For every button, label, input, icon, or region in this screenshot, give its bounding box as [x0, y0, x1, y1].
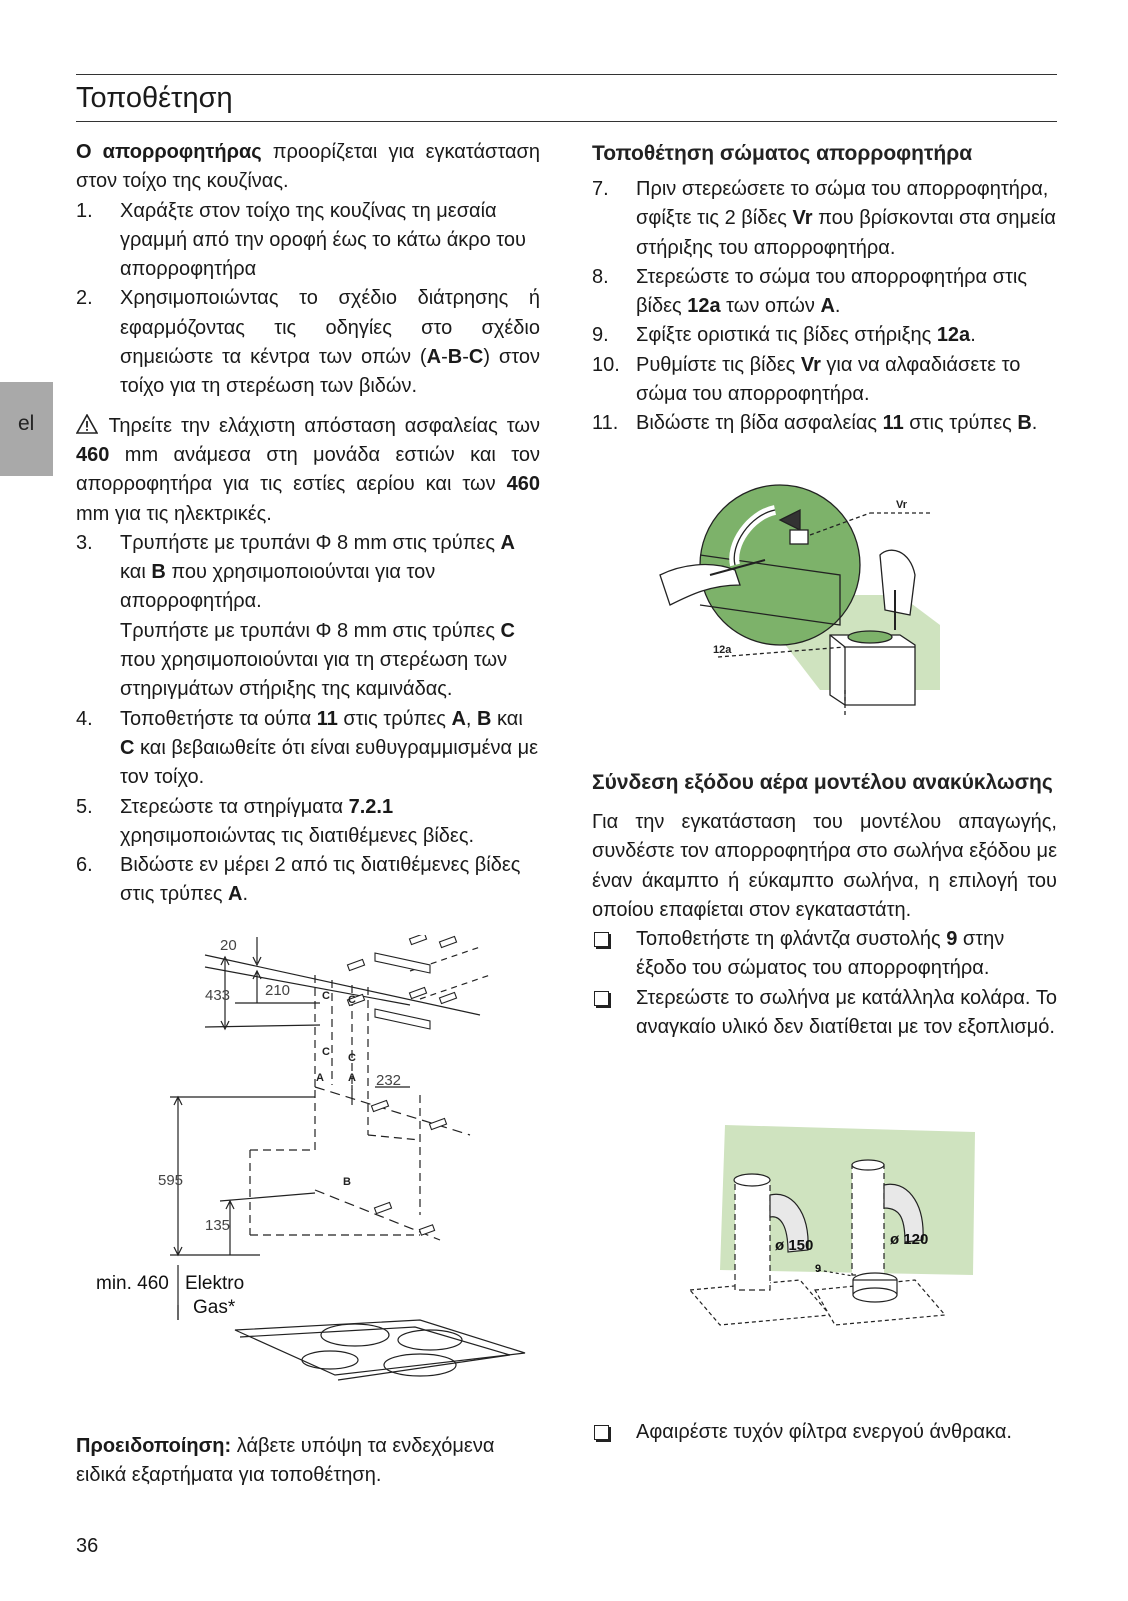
step-11 — [592, 409, 1057, 438]
hole-label-c: C — [348, 1052, 356, 1064]
recirculation-section — [592, 767, 1057, 1042]
intro-paragraph — [76, 138, 540, 197]
min-distance-label: min. 460 — [96, 1273, 169, 1294]
hole-label-c: C — [322, 1046, 330, 1058]
checklist-item-flange — [592, 925, 1057, 984]
step-number: 1. — [76, 199, 93, 222]
step-text: Ρυθμίστε τις βίδες Vr για να αλφαδιάσετε το σώμα του απορροφητήρα. — [636, 353, 1021, 406]
hole-label-c: C — [322, 990, 330, 1002]
title-rule — [76, 121, 1057, 122]
step-4 — [76, 705, 540, 793]
step-number: 4. — [76, 707, 93, 730]
step-1 — [76, 197, 540, 285]
step-number: 6. — [76, 854, 93, 877]
step-text: Τρυπήστε με τρυπάνι Φ 8 mm στις τρύπες A και B που χρησιμοποιούνται για τον απορροφητήρα. — [120, 531, 515, 613]
dim-135: 135 — [205, 1217, 231, 1234]
step-text: Πριν στερεώσετε το σώμα του απορροφητήρα, σφίξτε τις 2 βίδες Vr που βρίσκονται στα σημεία στήριξης του απορροφητήρα. — [636, 178, 1056, 259]
checkbox-icon — [592, 984, 636, 1043]
diameter-150-label: ø 150 — [775, 1237, 814, 1254]
elektro-label: Elektro — [185, 1273, 245, 1294]
step-text: Χαράξτε στον τοίχο της κουζίνας τη μεσαία γραμμή από την οροφή έως το κάτω άκρο του απορροφητήρα — [120, 199, 526, 281]
step-number: 9. — [592, 324, 609, 347]
step-text: Σφίξτε οριστικά τις βίδες στήριξης 12a. — [636, 324, 976, 347]
safety-warning: Τηρείτε την ελάχιστη απόσταση ασφαλείας των 460 mm ανάμεσα στη μονάδα εστιών και τον απορροφητήρα για τις εστίες αερίου και των 460 mm για τις ηλεκτρικές. — [76, 412, 540, 529]
section-heading-recirculation: Σύνδεση εξόδου αέρα μοντέλου ανακύκλωσης — [592, 771, 1053, 794]
flange-9-label: 9 — [815, 1263, 822, 1275]
dim-232: 232 — [376, 1072, 402, 1089]
step-text: Βιδώστε εν μέρει 2 από τις διατιθέμενες βίδες στις τρύπες A. — [120, 854, 521, 906]
checklist-item-filters — [592, 1418, 1057, 1449]
step-text: Στερεώστε τα στηρίγματα 7.2.1 χρησιμοποιώντας τις διατιθέμενες βίδες. — [120, 795, 475, 847]
checklist-text: Αφαιρέστε τυχόν φίλτρα ενεργού άνθρακα. — [636, 1421, 1012, 1443]
step-number: 10. — [592, 353, 620, 376]
screw-group — [347, 935, 456, 1235]
language-tab-label: el — [18, 412, 35, 435]
top-rule — [76, 74, 1057, 75]
gas-label: Gas* — [193, 1297, 236, 1318]
step-3 — [76, 529, 540, 617]
diameter-120-label: ø 120 — [890, 1231, 929, 1248]
step-9 — [592, 321, 1057, 350]
section-heading-mounting: Τοποθέτηση σώματος απορροφητήρα — [592, 142, 973, 165]
dim-595: 595 — [158, 1172, 184, 1189]
zoom-circle — [700, 485, 860, 645]
step-text: Βιδώστε τη βίδα ασφαλείας 11 στις τρύπες B. — [636, 412, 1038, 435]
page-number: 36 — [76, 1535, 99, 1557]
air-outlet-figure — [680, 1120, 990, 1335]
warning-triangle-icon — [76, 412, 100, 441]
recirculation-paragraph: Για την εγκατάσταση του μοντέλου απαγωγής, συνδέστε τον απορροφητήρα στο σωλήνα εξόδου με έναν άκαμπτο ή εύκαμπτο σωλήνα, η επιλογή του οποίου επαφίεται στον εγκαταστάτη. — [592, 811, 1057, 921]
intro-text: προορίζεται για εγκατάσταση στον τοίχο της κουζίνας. — [76, 141, 540, 193]
step-number: 7. — [592, 178, 609, 200]
language-tab — [0, 382, 53, 476]
drilling-template-figure — [90, 935, 530, 1400]
step-7 — [592, 175, 1057, 263]
dim-20: 20 — [220, 937, 237, 954]
12a-label: 12a — [713, 644, 732, 656]
hole-label-c: C — [348, 994, 356, 1006]
step-text: Στερεώστε το σώμα του απορροφητήρα στις βίδες 12a των οπών A. — [636, 265, 1027, 318]
step-number: 11. — [592, 412, 619, 435]
checkbox-icon — [592, 1418, 636, 1449]
hole-label-b: B — [343, 1176, 351, 1188]
checklist-item-pipe — [592, 984, 1057, 1043]
step-number: 8. — [592, 265, 609, 288]
step-number: 3. — [76, 531, 93, 554]
hole-label-a: A — [348, 1072, 356, 1084]
dim-210: 210 — [265, 982, 291, 999]
left-column — [76, 138, 540, 910]
dim-433: 433 — [205, 987, 231, 1004]
checklist-text: Στερεώστε το σωλήνα με κατάλληλα κολάρα. Το αναγκαίο υλικό δεν διατίθεται με τον εξοπλισμό. — [636, 986, 1057, 1039]
right-column — [592, 138, 1057, 439]
step-10 — [592, 351, 1057, 410]
hole-label-a: A — [316, 1072, 324, 1084]
step-3-continued: Τρυπήστε με τρυπάνι Φ 8 mm στις τρύπες C που χρησιμοποιούνται για τη στερέωση των στηριγμάτων στήριξης της καμινάδας. — [120, 619, 515, 701]
page-title: Τοποθέτηση — [76, 82, 233, 114]
checklist-text: Τοποθετήστε τη φλάντζα συστολής 9 στην έξοδο του σώματος του απορροφητήρα. — [636, 928, 1005, 980]
step-text: Χρησιμοποιώντας το σχέδιο διάτρησης ή εφαρμόζοντας τις οδηγίες στο σχέδιο σημειώστε τα κέντρα των οπών (A-B-C) στον τοίχο για τη στερέωση των βιδών. — [120, 287, 540, 398]
vr-label: Vr — [896, 499, 908, 511]
step-text: Τοποθετήστε τα ούπα 11 στις τρύπες A, B και C και βεβαιωθείτε ότι είναι ευθυγραμμισμένα με τον τοίχο. — [120, 707, 539, 789]
step-6 — [76, 851, 540, 910]
warning-note: Προειδοποίηση: λάβετε υπόψη τα ενδεχόμενα ειδικά εξαρτήματα για τοποθέτηση. — [76, 1435, 495, 1487]
checkbox-icon — [592, 925, 636, 984]
step-8 — [592, 263, 1057, 322]
hood-mounting-figure — [640, 475, 970, 737]
step-2 — [76, 284, 540, 401]
step-number: 2. — [76, 287, 93, 310]
step-number: 5. — [76, 795, 93, 818]
intro-bold: Ο απορροφητήρας — [76, 141, 262, 163]
step-5 — [76, 793, 540, 852]
